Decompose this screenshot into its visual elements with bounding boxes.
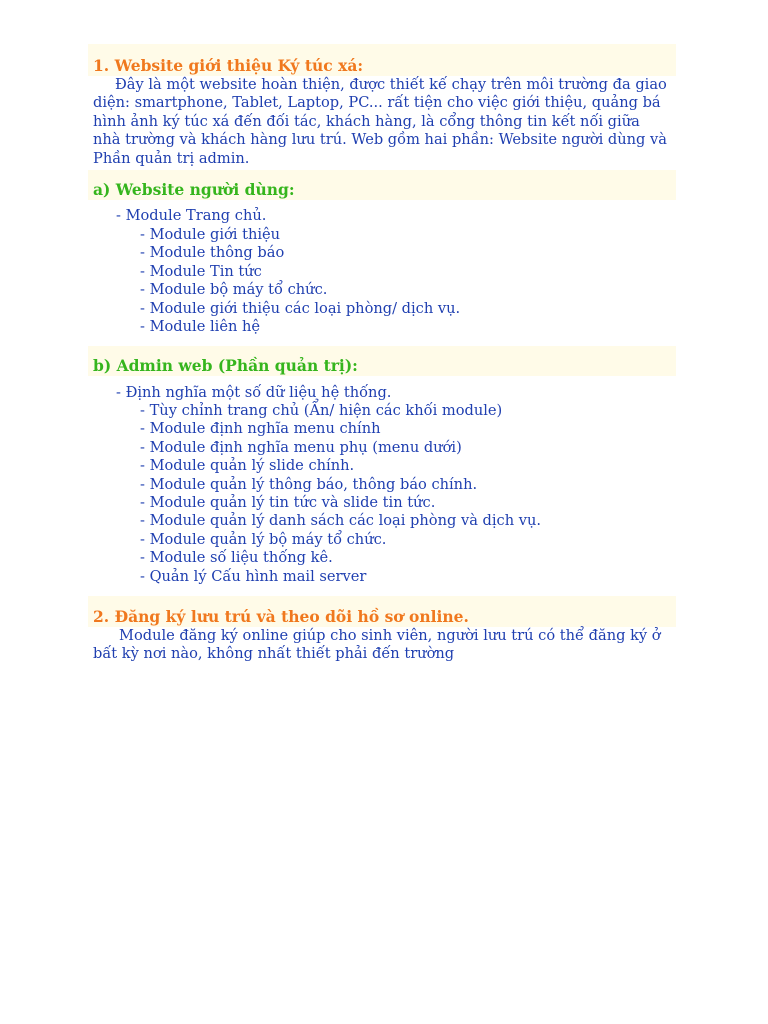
list-item: - Module định nghĩa menu chính (140, 420, 381, 438)
section-a-heading: a) Website người dùng: (93, 180, 295, 199)
list-item: - Module quản lý slide chính. (140, 457, 355, 475)
section-b-heading: b) Admin web (Phần quản trị): (93, 356, 358, 375)
list-item: - Module quản lý bộ máy tổ chức. (140, 530, 387, 548)
list-item: - Module quản lý danh sách các loại phòng và dịch vụ. (140, 512, 542, 530)
list-item: - Module Tin tức (140, 262, 262, 280)
list-item: - Module liên hệ (140, 318, 261, 336)
list-item: - Module giới thiệu (140, 226, 281, 243)
list-item: - Module giới thiệu các loại phòng/ dịch vụ. (140, 299, 461, 317)
list-item: - Tùy chỉnh trang chủ (Ẩn/ hiện các khối module) (140, 402, 503, 419)
list-item: - Module Trang chủ. (116, 207, 267, 224)
section-a-top-list (116, 207, 266, 225)
list-item: - Module quản lý tin tức và slide tin tức. (140, 494, 436, 512)
section-1-heading: 1. Website giới thiệu Ký túc xá: (93, 56, 364, 75)
list-item: - Định nghĩa một số dữ liệu hệ thống. (116, 384, 392, 401)
section-b-top-list (116, 384, 391, 402)
section-1-paragraph: Đây là một website hoàn thiện, được thiết kế chạy trên môi trường đa giao diện: smartphone, Tablet, Laptop, PC... rất tiện cho việc giới thiệu, quảng bá hình ảnh ký túc xá đến đối tác, khách hàng, là cổng thông tin kết nối giữa nhà trường và khách hàng lưu trú. Web gồm hai phần: Website người dùng và Phần quản trị admin. (93, 76, 667, 167)
section-a-module-list (140, 226, 460, 336)
section-2-heading: 2. Đăng ký lưu trú và theo dõi hồ sơ online. (93, 607, 469, 626)
list-item: - Quản lý Cấu hình mail server (140, 567, 367, 585)
section-b-module-list (140, 402, 541, 586)
list-item: - Module thông báo (140, 244, 285, 262)
section-2-paragraph: Module đăng ký online giúp cho sinh viên, người lưu trú có thể đăng ký ở bất kỳ nơi nào, không nhất thiết phải đến trường (93, 627, 661, 663)
list-item: - Module quản lý thông báo, thông báo chính. (140, 475, 478, 493)
list-item: - Module bộ máy tổ chức. (140, 281, 328, 299)
list-item: - Module số liệu thống kê. (140, 549, 333, 567)
list-item: - Module định nghĩa menu phụ (menu dưới) (140, 438, 462, 456)
